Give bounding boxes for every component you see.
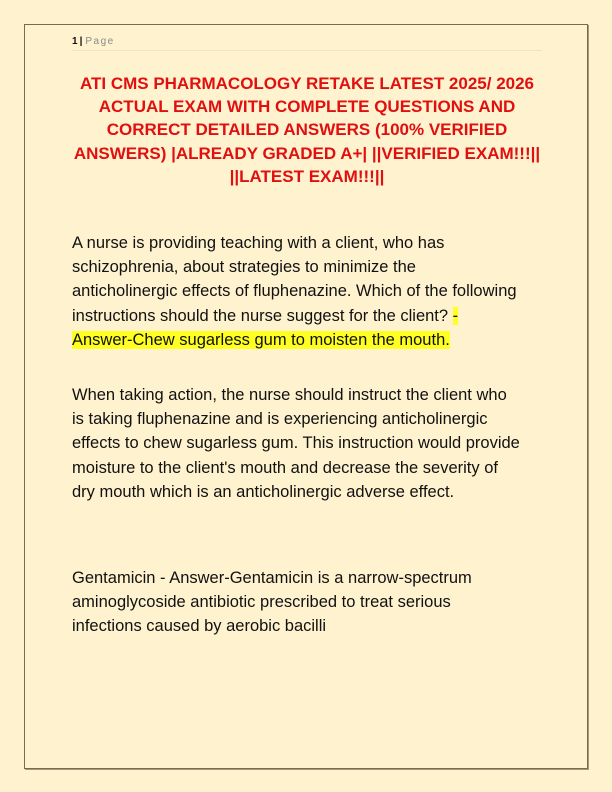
- page-label: Page: [85, 36, 115, 47]
- question-text: A nurse is providing teaching with a client, who has schizophrenia, about strategies to minimize the anticholinergic effects of fluphenazine. Which of the following instructions should the nurse suggest for the client?: [72, 234, 517, 325]
- header-separator: |: [79, 36, 83, 47]
- question-2: Gentamicin - Answer-Gentamicin is a narrow-spectrum aminoglycoside antibiotic prescribed to treat serious infections caused by aerobic bacilli: [72, 569, 472, 636]
- page-header: [72, 36, 542, 51]
- rationale-1: When taking action, the nurse should instruct the client who is taking fluphenazine and is experiencing anticholinergic effects to chew sugarless gum. This instruction would provide moisture to the client's mouth and decrease the severity of dry mouth which is an anticholinergic adverse effect.: [72, 386, 520, 501]
- document-title: ATI CMS PHARMACOLOGY RETAKE LATEST 2025/ 2026 ACTUAL EXAM WITH COMPLETE QUESTIONS AND CORRECT DETAILED ANSWERS (100% VERIFIED ANSWERS) |ALREADY GRADED A+| ||VERIFIED EXAM!!!|| ||LATEST EXAM!!!||: [73, 74, 541, 186]
- page-number: 1: [72, 36, 78, 47]
- highlighted-answer: - Answer-Chew sugarless gum to moisten the mouth.: [72, 306, 459, 349]
- question-1: [72, 231, 522, 352]
